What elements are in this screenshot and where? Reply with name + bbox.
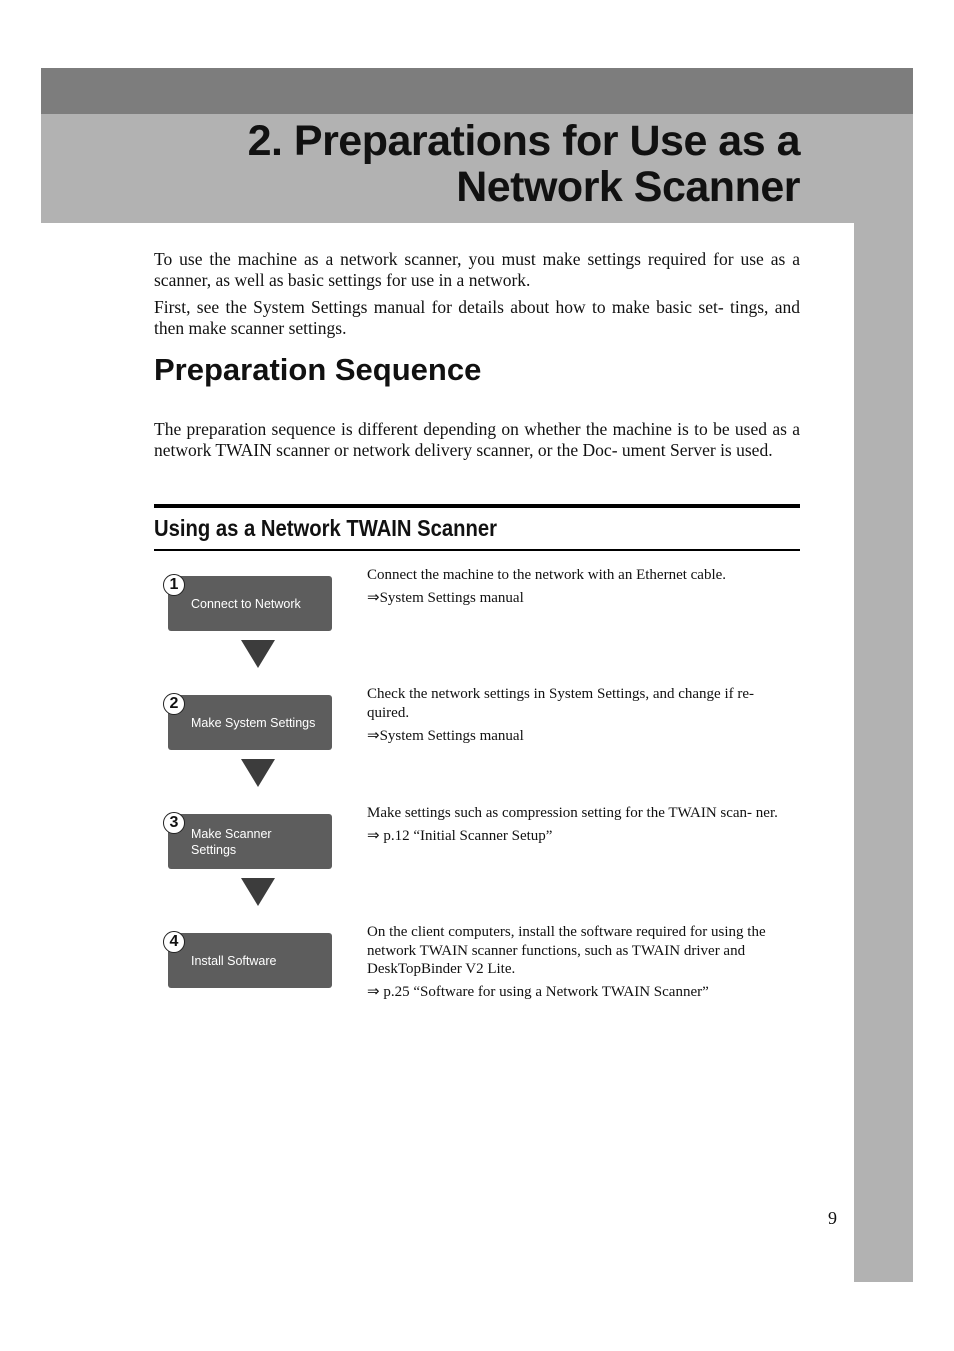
step-2-number-badge: 2: [163, 693, 185, 715]
step-1-desc-text: Connect the machine to the network with an Ethernet cable.: [367, 567, 727, 583]
chapter-header-band-dark: [41, 68, 913, 114]
step-1-number-badge: 1: [163, 574, 185, 596]
step-4-desc-text: On the client computers, install the software required for using the network TWAIN scanner functions, such as TWAIN driver and DeskTopBinder V2 Lite.: [367, 924, 766, 977]
down-arrow-icon: [241, 759, 275, 787]
step-1-box: [168, 576, 332, 631]
step-1-reference: ⇒System Settings manual: [367, 590, 524, 606]
intro-paragraph-1: To use the machine as a network scanner, you must make settings required for use as a scanner, as well as basic settings for use in a network.: [154, 249, 800, 290]
section-paragraph: The preparation sequence is different depending on whether the machine is to be used as a network TWAIN scanner or network delivery scanner, or the Doc- ument Server is used.: [154, 419, 800, 460]
page-number: 9: [828, 1208, 837, 1228]
chapter-title-line-2: Network Scanner: [456, 163, 800, 211]
down-arrow-icon: [241, 640, 275, 668]
step-3-label: Make Scanner Settings: [191, 826, 272, 857]
step-3-box: [168, 814, 332, 869]
step-3-number-badge: 3: [163, 812, 185, 834]
section-heading: Preparation Sequence: [154, 352, 482, 387]
subsection-heading: Using as a Network TWAIN Scanner: [154, 515, 498, 541]
step-4-number-badge: 4: [163, 931, 185, 953]
step-3-reference: ⇒ p.12 “Initial Scanner Setup”: [367, 828, 553, 844]
chapter-title: [150, 118, 800, 210]
step-2-description: [367, 685, 793, 745]
subsection-rule-top: [154, 504, 800, 508]
step-3-description: [367, 804, 793, 846]
step-1-label: Connect to Network: [191, 596, 301, 611]
step-4-box: [168, 933, 332, 988]
step-2-desc-text: Check the network settings in System Settings, and change if re- quired.: [367, 686, 755, 721]
step-4-label: Install Software: [191, 953, 277, 968]
chapter-title-line-1: 2. Preparations for Use as a: [247, 117, 800, 165]
step-2-reference: ⇒System Settings manual: [367, 727, 524, 744]
step-2-label: Make System Settings: [191, 715, 316, 730]
step-4-description: [367, 923, 793, 1002]
page-side-tab: [854, 223, 913, 1282]
intro-paragraph-2: First, see the System Settings manual for details about how to make basic set- tings, and then make scanner settings.: [154, 297, 800, 338]
down-arrow-icon: [241, 878, 275, 906]
step-2-box: [168, 695, 332, 750]
subsection-rule-bottom: [154, 549, 800, 551]
step-1-description: [367, 566, 793, 608]
step-3-desc-text: Make settings such as compression setting for the TWAIN scan- ner.: [367, 805, 778, 821]
step-4-reference: ⇒ p.25 “Software for using a Network TWAIN Scanner”: [367, 984, 709, 1000]
